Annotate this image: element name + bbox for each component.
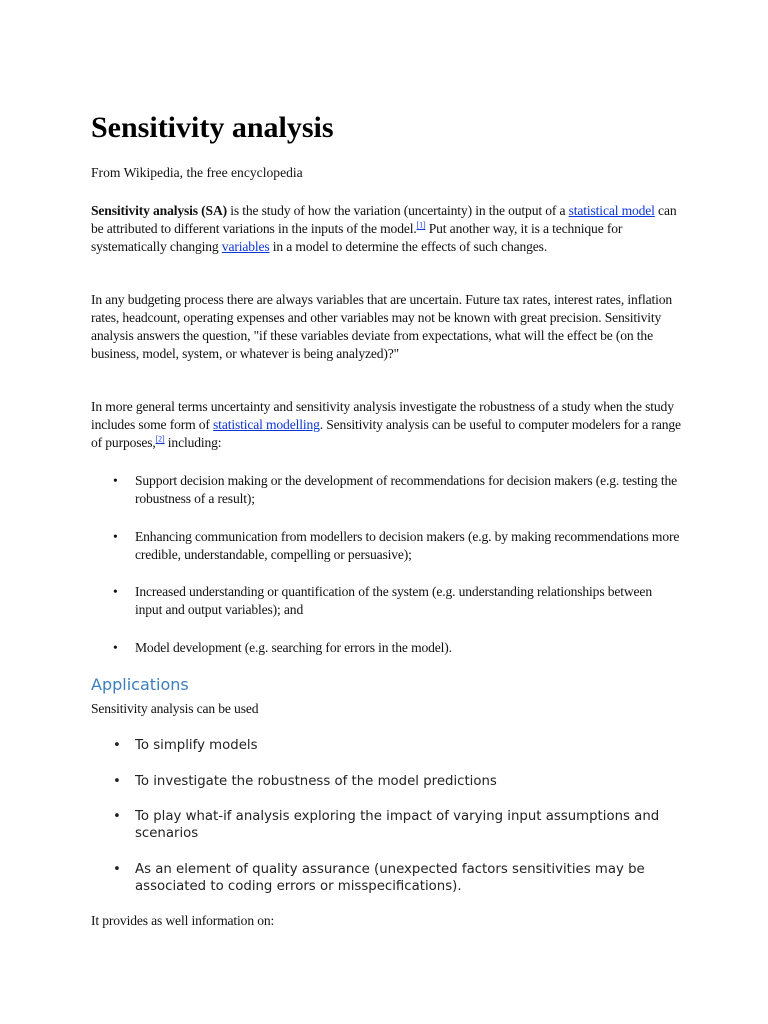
list-item-text: To investigate the robustness of the model predictions (135, 773, 497, 789)
list-item-text: Model development (e.g. searching for errors in the model). (135, 640, 452, 656)
bullet: • (113, 738, 121, 753)
applications-intro: Sensitivity analysis can be used (91, 701, 259, 716)
list-item (91, 583, 681, 619)
list-item-text: Increased understanding or quantification of the system (e.g. understanding relationships between input and output variables); and (135, 584, 652, 618)
bullet: • (113, 528, 118, 544)
list-item-text: To simplify models (135, 738, 258, 753)
page-subtitle: From Wikipedia, the free encyclopedia (91, 165, 303, 180)
bullet: • (113, 773, 121, 789)
purposes-list (91, 472, 681, 677)
list-item (91, 808, 681, 842)
general-text-3: including: (164, 435, 222, 451)
list-item-text: Enhancing communication from modellers to decision makers (e.g. by making recommendations more credible, understandable, compelling or persuasive); (135, 528, 680, 562)
bullet: • (113, 640, 118, 656)
budgeting-paragraph: In any budgeting process there are always variables that are uncertain. Future tax rates, interest rates, inflation rates, headcount, operating expenses and other variables may not be known with great precision. Sensitivity analysis answers the question, "if these variables deviate from expectations, what will the effect be (on the business, model, system, or whatever is being analyzed)?" (91, 292, 673, 362)
intro-text-1: is the study of how the variation (uncertainty) in the output of a (226, 203, 569, 218)
list-item (91, 737, 681, 754)
applications-list (91, 737, 681, 913)
bullet: • (113, 809, 121, 824)
link-variables[interactable]: variables (221, 239, 270, 255)
reference-1-link[interactable]: [1] (416, 220, 426, 230)
applications-outro: It provides as well information on: (91, 913, 275, 928)
list-item (91, 528, 681, 564)
bullet: • (113, 584, 118, 600)
intro-text-4: in a model to determine the effects of such changes. (269, 239, 548, 255)
list-item-text: As an element of quality assurance (unexpected factors sensitivities may be associated to coding errors or misspecifications). (135, 861, 645, 894)
link-statistical-model[interactable]: statistical model (568, 203, 655, 218)
list-item-text: Support decision making or the development of recommendations for decision makers (e.g. testing the robustness of a result); (135, 473, 677, 507)
bullet: • (113, 861, 121, 877)
bold-term: Sensitivity analysis (SA) (91, 203, 227, 218)
list-item (91, 773, 681, 790)
list-item-text: To play what-if analysis exploring the impact of varying input assumptions and scenarios (135, 809, 660, 841)
page-title: Sensitivity analysis (91, 111, 334, 144)
section-heading-applications: Applications (91, 675, 189, 694)
reference-1[interactable] (417, 221, 426, 230)
reference-2[interactable] (156, 435, 165, 444)
general-terms-paragraph (91, 398, 681, 452)
intro-text-3: Put another way, it is a technique for systematically changing (91, 221, 623, 255)
general-text-1: In more general terms uncertainty and sensitivity analysis investigate the robustness of a study when the study includes some form of (91, 399, 674, 433)
list-item (91, 639, 681, 657)
general-text-2: . Sensitivity analysis can be useful to computer modelers for a range of purposes, (91, 417, 681, 451)
reference-2-link[interactable]: [2] (155, 434, 165, 444)
list-item (91, 861, 681, 895)
intro-paragraph (91, 202, 681, 256)
intro-text-2: can be attributed to different variations in the inputs of the model. (91, 203, 677, 237)
bullet: • (113, 473, 118, 488)
link-statistical-modelling[interactable]: statistical modelling (213, 417, 320, 433)
list-item (91, 472, 681, 508)
